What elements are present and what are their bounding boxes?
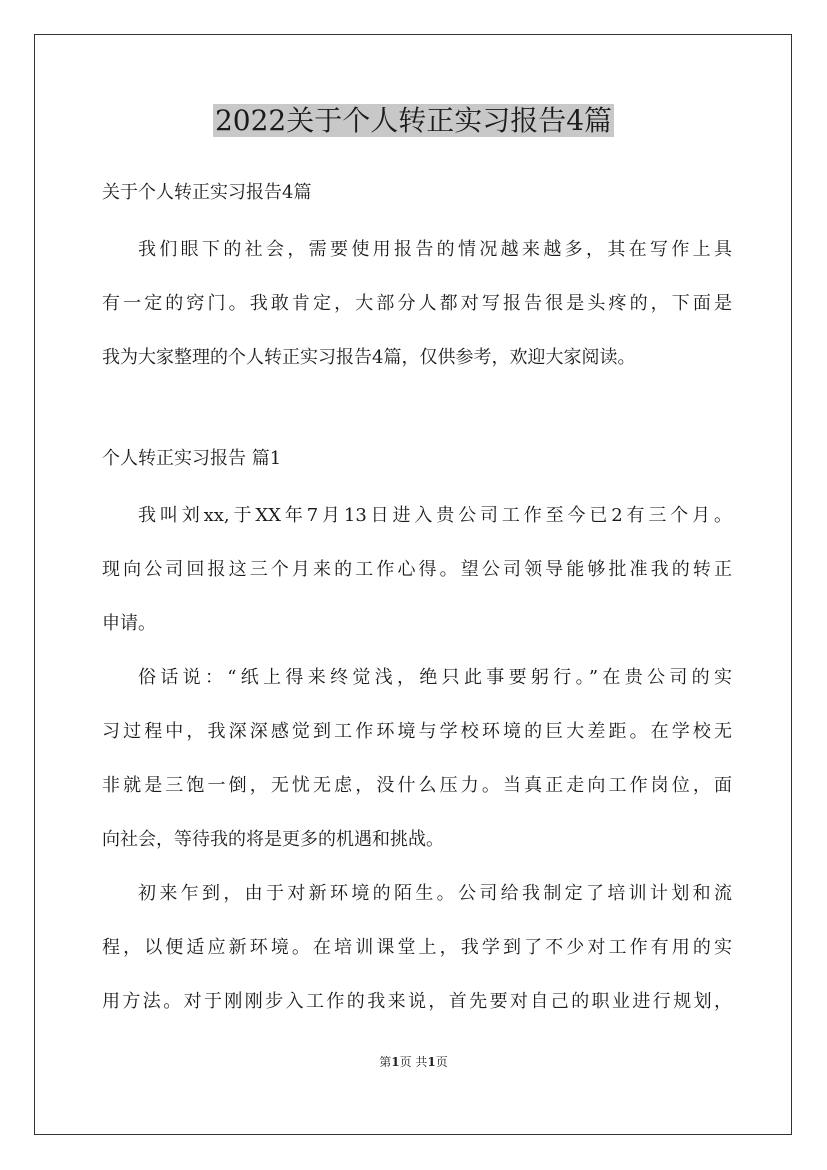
footer-page-current: 1: [391, 1055, 400, 1069]
intro-line: 有一定的窍门。我敢肯定，大部分人都对写报告很是头疼的，下面是: [102, 293, 732, 314]
paragraph-line: 非就是三饱一倒，无忧无虑，没什么压力。当真正走向工作岗位，面: [102, 775, 732, 796]
paragraph-line: 现向公司回报这三个月来的工作心得。望公司领导能够批准我的转正: [102, 559, 732, 580]
document-title-text: 2022关于个人转正实习报告4篇: [214, 104, 613, 137]
intro-line: 我们眼下的社会，需要使用报告的情况越来越多，其在写作上具: [138, 239, 732, 260]
paragraph-line: 习过程中，我深深感觉到工作环境与学校环境的巨大差距。在学校无: [102, 721, 732, 742]
document-title: [0, 98, 827, 144]
body-paragraph-3: [102, 867, 732, 1029]
paragraph-line: 申请。: [102, 613, 156, 634]
paragraph-line: 我叫刘xx,于XX年7月13日进入贵公司工作至今已2有三个月。: [138, 505, 732, 526]
footer-page-mid: 页 共: [399, 1055, 428, 1069]
paragraph-line: 向社会，等待我的将是更多的机遇和挑战。: [102, 829, 444, 850]
body-paragraph-2: [102, 651, 732, 867]
document-subtitle: 关于个人转正实习报告4篇: [102, 182, 312, 203]
paragraph-line: 用方法。对于刚刚步入工作的我来说，首先要对自己的职业进行规划，: [102, 991, 732, 1012]
section-heading: 个人转正实习报告 篇1: [102, 448, 282, 469]
paragraph-line: 初来乍到，由于对新环境的陌生。公司给我制定了培训计划和流: [138, 883, 732, 904]
footer-page-suffix: 页: [435, 1055, 448, 1069]
intro-paragraph: [102, 223, 732, 385]
paragraph-line: 程，以便适应新环境。在培训课堂上，我学到了不少对工作有用的实: [102, 937, 732, 958]
document-body: [102, 174, 732, 1029]
paragraph-line: 俗话说：“纸上得来终觉浅，绝只此事要躬行。”在贵公司的实: [138, 667, 732, 688]
footer-page-total: 1: [427, 1055, 436, 1069]
footer-page-prefix: 第: [379, 1055, 392, 1069]
page-footer: [0, 1054, 827, 1070]
body-paragraph-1: [102, 489, 732, 651]
intro-line: 我为大家整理的个人转正实习报告4篇，仅供参考，欢迎大家阅读。: [102, 347, 636, 368]
